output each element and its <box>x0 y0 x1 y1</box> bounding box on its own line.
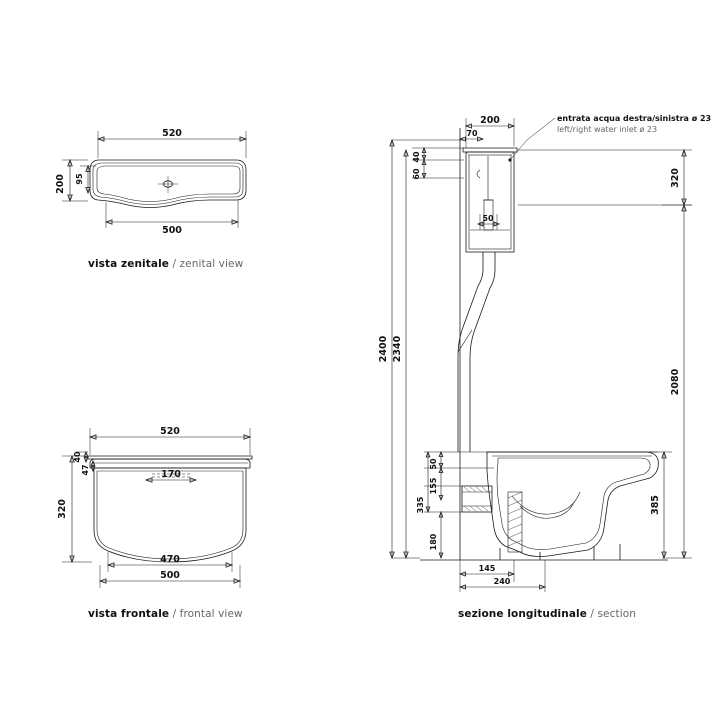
svg-text:385: 385 <box>650 495 661 515</box>
svg-text:70: 70 <box>466 129 478 138</box>
svg-text:320: 320 <box>57 499 68 519</box>
caption-zenital-en: / zenital view <box>172 258 244 270</box>
svg-text:50: 50 <box>429 458 438 470</box>
svg-text:335: 335 <box>416 496 425 514</box>
svg-text:47: 47 <box>81 464 90 476</box>
svg-text:2400: 2400 <box>378 335 389 363</box>
svg-text:470: 470 <box>160 554 180 565</box>
svg-text:200: 200 <box>480 115 500 126</box>
caption-zenital-view <box>88 258 243 270</box>
caption-section-en: / section <box>590 608 636 620</box>
svg-text:240: 240 <box>493 577 511 586</box>
caption-frontal-view <box>88 608 243 620</box>
svg-text:50: 50 <box>482 214 494 223</box>
svg-text:60: 60 <box>412 168 421 180</box>
caption-section-it: sezione longitudinale <box>458 608 587 620</box>
svg-text:500: 500 <box>162 225 182 236</box>
svg-text:95: 95 <box>75 173 84 185</box>
svg-text:500: 500 <box>160 570 180 581</box>
svg-text:145: 145 <box>478 564 496 573</box>
water-inlet-note <box>557 114 711 136</box>
water-inlet-note-it: entrata acqua destra/sinistra ø 23 <box>557 114 712 123</box>
svg-text:520: 520 <box>160 426 180 437</box>
caption-zenital-it: vista zenitale <box>88 258 169 270</box>
caption-frontal-en: / frontal view <box>172 608 243 620</box>
frontal-view-graphic <box>57 426 252 588</box>
svg-text:520: 520 <box>162 128 182 139</box>
water-inlet-note-en: left/right water inlet ø 23 <box>557 124 658 134</box>
caption-section-view <box>458 608 636 620</box>
caption-frontal-it: vista frontale <box>88 608 170 620</box>
svg-text:200: 200 <box>55 174 66 194</box>
svg-text:40: 40 <box>73 451 82 463</box>
svg-text:40: 40 <box>412 151 421 163</box>
svg-text:2080: 2080 <box>670 368 681 396</box>
svg-text:2340: 2340 <box>392 335 403 363</box>
svg-text:320: 320 <box>670 168 681 188</box>
svg-text:180: 180 <box>429 533 438 551</box>
svg-text:155: 155 <box>429 477 438 495</box>
zenital-view-graphic <box>55 128 246 236</box>
svg-text:170: 170 <box>161 469 181 480</box>
section-view-graphic <box>378 115 692 592</box>
